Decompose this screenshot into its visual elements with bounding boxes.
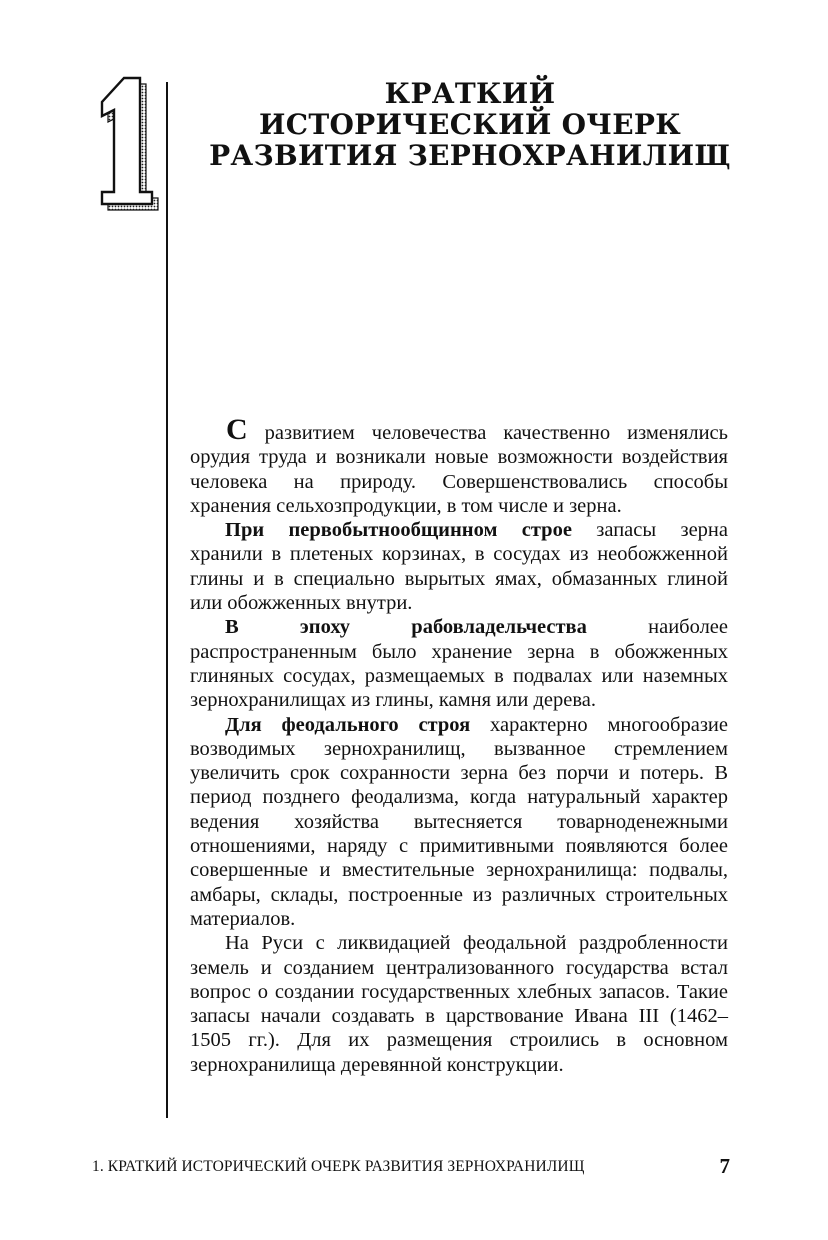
drop-cap: С	[226, 413, 248, 446]
paragraph-1-text: развитием человечества качественно изменялись орудия труда и возникали новые возможности воздействия человека на природу. Совершенствовались способы хранения сельхозпродукции, в том числе и зерна.	[190, 422, 728, 517]
paragraph-1	[190, 413, 728, 518]
paragraph-2-text: запасы зерна хранили в плетеных корзинах, в сосудах из необожженной глины и в специально вырытых ямах, обмазанных глиной или обожженных внутри.	[190, 519, 728, 615]
chapter-title-line-1: КРАТКИЙ	[384, 77, 556, 110]
paragraph-5-text: На Руси с ликвидацией феодальной раздробленности земель и созданием централизованного государства встал вопрос о создании государственных хлебных запасов. Такие запасы начали создавать в царствование Ивана III (1462–1505 гг.). Для их размещения строились в основном зернохранилища деревянной конструкции.	[190, 932, 728, 1076]
chapter-title-line-3: РАЗВИТИЯ ЗЕРНОХРАНИЛИЩ	[209, 139, 731, 172]
paragraph-3-text: наиболее распространенным было хранение зерна в обожженных глиняных сосудах, размещаемых в подвалах или наземных зернохранилищах из глины, камня или дерева.	[190, 616, 728, 712]
paragraph-4-text: характерно многообразие возводимых зернохранилищ, вызванное стремлением увеличить срок сохранности зерна без порчи и потерь. В период позднего феодализма, когда натуральный характер ведения хозяйства вытесняется товарноденежными отношениями, наряду с примитивными появляются более совершенные и вместительные зернохранилища: подвалы, амбары, склады, построенные из различных строительных материалов.	[190, 713, 728, 930]
paragraph-3-lead: В эпоху рабовладельчества	[225, 616, 587, 639]
paragraph-2	[190, 518, 728, 615]
paragraph-4	[190, 713, 728, 932]
paragraph-2-lead: При первобытнообщинном строе	[225, 519, 572, 542]
paragraph-5	[190, 931, 728, 1077]
chapter-title-line-2: ИСТОРИЧЕСКИЙ ОЧЕРК	[258, 108, 682, 141]
chapter-title	[190, 78, 750, 171]
body-text	[190, 413, 728, 1077]
chapter-number-graphic	[96, 70, 164, 220]
page-footer	[80, 1152, 730, 1182]
running-head: 1. КРАТКИЙ ИСТОРИЧЕСКИЙ ОЧЕРК РАЗВИТИЯ ЗЕРНОХРАНИЛИЩ	[92, 1158, 585, 1175]
paragraph-3	[190, 615, 728, 712]
page-number: 7	[719, 1154, 730, 1178]
vertical-rule	[166, 82, 168, 1118]
paragraph-4-lead: Для феодального строя	[225, 713, 471, 736]
